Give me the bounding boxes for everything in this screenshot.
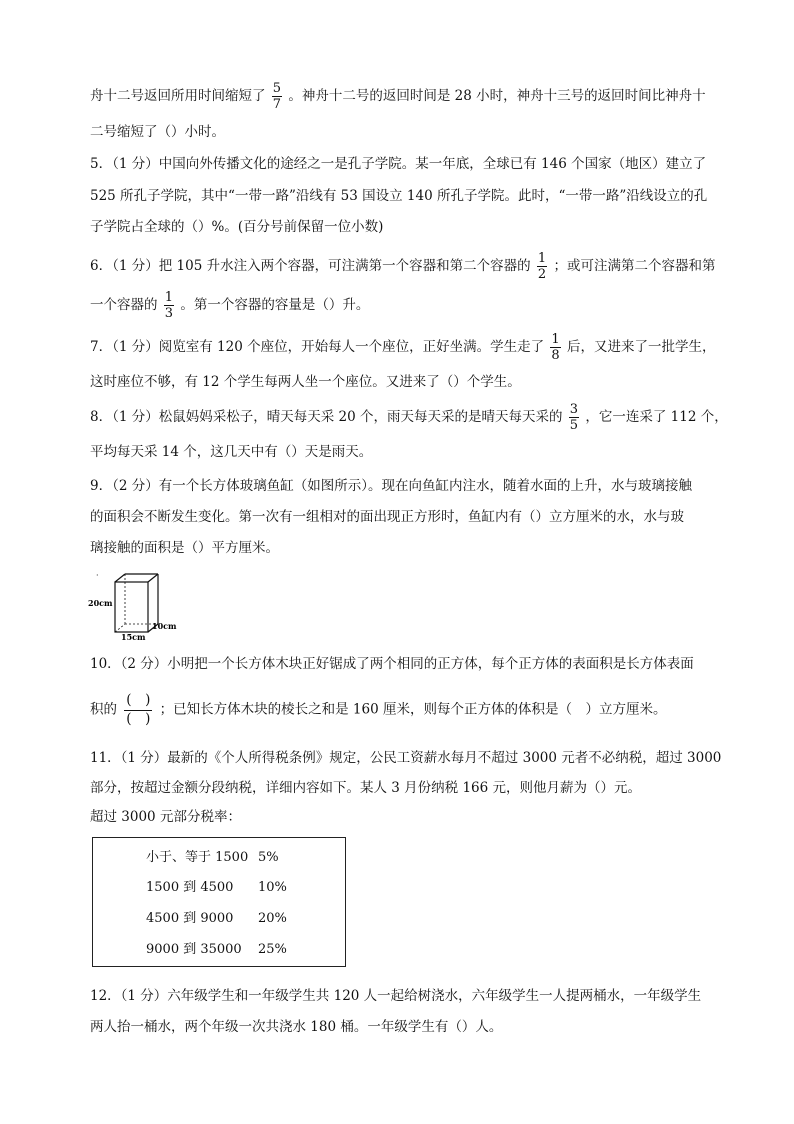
q4-line1 [90,82,706,111]
q4-fraction: $\frac{5}{7}$ [272,81,282,112]
q6-text-d: 。第一个容器的容量是（）升。 [180,297,370,313]
height-label: 20cm [88,598,113,608]
q5-line1: 5．（1 分）中国向外传播文化的途经之一是孔子学院。某一年底，全球已有 146 个国家（地区）建立了 [90,156,707,172]
fish-tank-figure [88,572,188,642]
q9-line2: 的面积会不断发生变化。第一次有一组相对的面出现正方形时，鱼缸内有（）立方厘米的水，水与玻 [90,509,684,525]
tank-front-face [115,582,148,632]
width-label: 10cm [152,621,177,631]
table-row: 小于、等于 1500 5% [146,850,279,865]
q4-line2: 二号缩短了（）小时。 [90,124,225,140]
q7-fraction: $\frac{1}{8}$ [551,332,560,363]
q11-line1: 11．（1 分）最新的《个人所得税条例》规定，公民工资薪水每月不超过 3000 元者不必纳税，超过 3000 [90,750,722,766]
q12-line2: 两人抬一桶水，两个年级一次共浇水 180 桶。一年级学生有（）人。 [90,1019,503,1035]
q10-text-b: ；已知长方体木块的棱长之和是 160 厘米，则每个正方体的体积是（ ）立方厘米。 [159,701,667,718]
q6-fraction-third: $\frac{1}{3}$ [164,290,174,321]
q4-text-a: 舟十二号返回所用时间缩短了 [90,88,266,104]
q8-text-a: 8．（1 分）松鼠妈妈采松子，晴天每天采 20 个，雨天每天采的是晴天每天采的 [90,409,563,425]
q11-line2: 部分，按超过金额分段纳税，详细内容如下。某人 3 月份纳税 166 元，则他月薪为（）元。 [90,780,642,796]
q10-line1: 10．（2 分）小明把一个长方体木块正好锯成了两个相同的正方体，每个正方体的表面积是长方体表面 [90,656,694,672]
table-row: 1500 到 4500 10% [146,880,287,895]
figure-dot: · [96,572,99,580]
q4-text-b: 。神舟十二号的返回时间是 28 小时，神舟十三号的返回时间比神舟十 [288,88,706,104]
q6-text-a: 6．（1 分）把 105 升水注入两个容器，可注满第一个容器和第二个容器的 [90,258,531,274]
q7-line2: 这时座位不够，有 12 个学生每两人坐一个座位。又进来了（）个学生。 [90,374,521,390]
q10-line2 [90,694,667,726]
q9-line3: 璃接触的面积是（）平方厘米。 [90,540,279,556]
q5-line3: 子学院占全球的（）%。(百分号前保留一位小数) [90,219,384,235]
tank-hidden-edge [115,624,125,632]
q7-text-a: 7．（1 分）阅览室有 120 个座位，开始每人一个座位，正好坐满。学生走了 [90,339,545,355]
q8-fraction: $\frac{3}{5}$ [569,402,579,433]
tank-edge [148,574,158,582]
length-label: 15cm [121,632,146,642]
q12-line1: 12．（1 分）六年级学生和一年级学生共 120 人一起给树浇水，六年级学生一人提两桶水，一年级学生 [90,988,702,1004]
q9-line1: 9．（2 分）有一个长方体玻璃鱼缸（如图所示）。现在向鱼缸内注水，随着水面的上升，水与玻璃接触 [90,478,692,494]
q8-line1 [90,403,728,432]
q6-line1 [90,252,715,281]
q10-blank-fraction: $\frac{( )}{( )}$ [126,692,151,727]
tank-edge [115,574,125,582]
q5-line2: 525 所孔子学院，其中“一带一路”沿线有 53 国设立 140 所孔子学院。此时，“一带一路”沿线设立的孔 [90,188,708,204]
q11-line3: 超过 3000 元部分税率： [90,809,241,825]
q6-text-b: ；或可注满第二个容器和第 [553,258,716,274]
table-row: 4500 到 9000 20% [146,911,287,926]
q6-text-c: 一个容器的 [90,297,158,313]
q6-line2 [90,291,369,320]
q8-line2: 平均每天采 14 个，这几天中有（）天是雨天。 [90,444,373,460]
q7-text-b: 后，又进来了一批学生， [566,339,716,355]
q6-fraction-half: $\frac{1}{2}$ [537,251,547,282]
q8-text-b: ，它一连采了 112 个， [585,409,728,425]
tax-rate-table [92,837,346,967]
q10-text-a: 积的 [90,701,117,718]
q7-line1 [90,333,715,362]
table-row: 9000 到 35000 25% [146,942,287,957]
